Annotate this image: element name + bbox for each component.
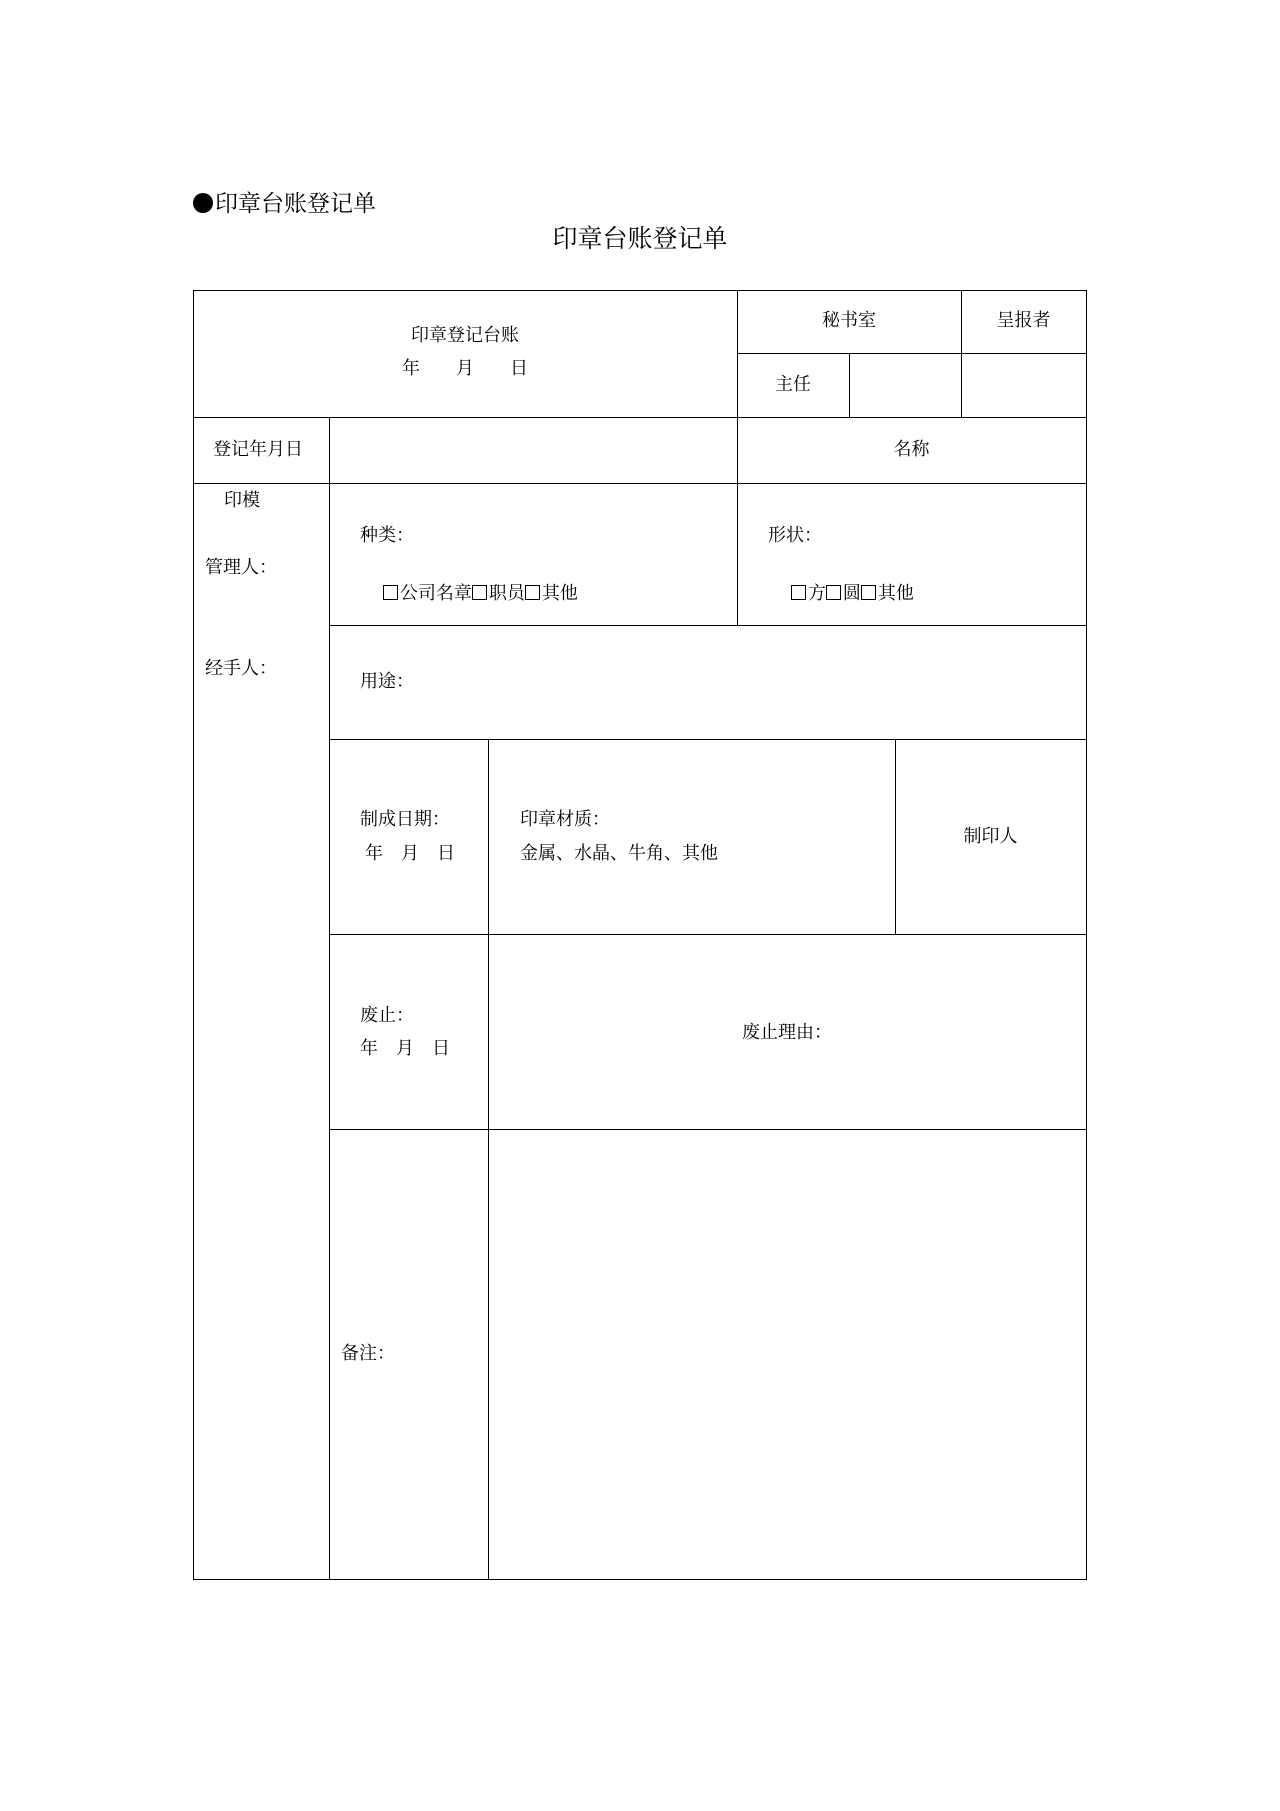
maker-label: 制印人 <box>963 826 1018 847</box>
made-date-value: 年 月 日 <box>365 843 455 864</box>
material-label: 印章材质： <box>520 809 610 830</box>
form-border-top <box>193 290 1086 291</box>
abolish-date: 年 月 日 <box>360 1038 450 1059</box>
form-border-bottom <box>193 1579 1086 1580</box>
document-title: 印章台账登记单 <box>552 224 728 253</box>
name-label: 名称 <box>893 439 930 460</box>
row-divider-1 <box>193 417 1086 418</box>
seal-mold-label: 印模 <box>224 490 260 511</box>
submitter-label: 呈报者 <box>996 310 1051 331</box>
handler-label: 经手人： <box>205 658 277 679</box>
material-options: 金属、水晶、牛角、其他 <box>520 843 718 864</box>
ledger-date: 年 月 日 <box>402 358 528 379</box>
column-line-director <box>849 353 850 418</box>
shape-option-label: 其他 <box>877 583 914 604</box>
abolish-label: 废止： <box>360 1005 414 1026</box>
row-divider-4 <box>329 739 1086 740</box>
kind-options <box>360 558 578 630</box>
checkbox[interactable] <box>826 585 841 600</box>
section-heading-text: 印章台账登记单 <box>215 191 376 217</box>
column-line-kind-shape <box>737 483 738 626</box>
shape-options <box>768 558 914 630</box>
row-divider-5 <box>329 934 1086 935</box>
remarks-label: 备注： <box>341 1343 395 1364</box>
shape-label: 形状： <box>768 525 822 546</box>
shape-option-label: 方 <box>807 583 826 604</box>
checkbox[interactable] <box>791 585 806 600</box>
checkbox[interactable] <box>383 585 398 600</box>
kind-option-label: 其他 <box>541 583 578 604</box>
ledger-title: 印章登记台账 <box>411 325 519 346</box>
column-line-date <box>488 739 489 1580</box>
secretariat-label: 秘书室 <box>822 310 876 331</box>
director-label: 主任 <box>775 374 811 395</box>
register-date-label: 登记年月日 <box>213 439 303 460</box>
checkbox[interactable] <box>861 585 876 600</box>
checkbox[interactable] <box>472 585 487 600</box>
checkbox[interactable] <box>525 585 540 600</box>
manager-label: 管理人： <box>205 557 277 578</box>
shape-option-label: 圆 <box>842 583 861 604</box>
abolish-reason-label: 废止理由： <box>742 1022 832 1043</box>
made-date-label: 制成日期： <box>360 809 450 830</box>
row-divider-6 <box>329 1129 1086 1130</box>
kind-option-label: 职员 <box>488 583 525 604</box>
row-divider-2 <box>193 483 1086 484</box>
form-border-left <box>193 290 194 1580</box>
header-divider <box>737 353 1086 354</box>
column-line-left <box>329 417 330 1580</box>
kind-option-label: 公司名章 <box>399 583 472 604</box>
usage-label: 用途： <box>360 671 414 692</box>
kind-label: 种类： <box>360 525 414 546</box>
form-border-right <box>1086 290 1087 1580</box>
